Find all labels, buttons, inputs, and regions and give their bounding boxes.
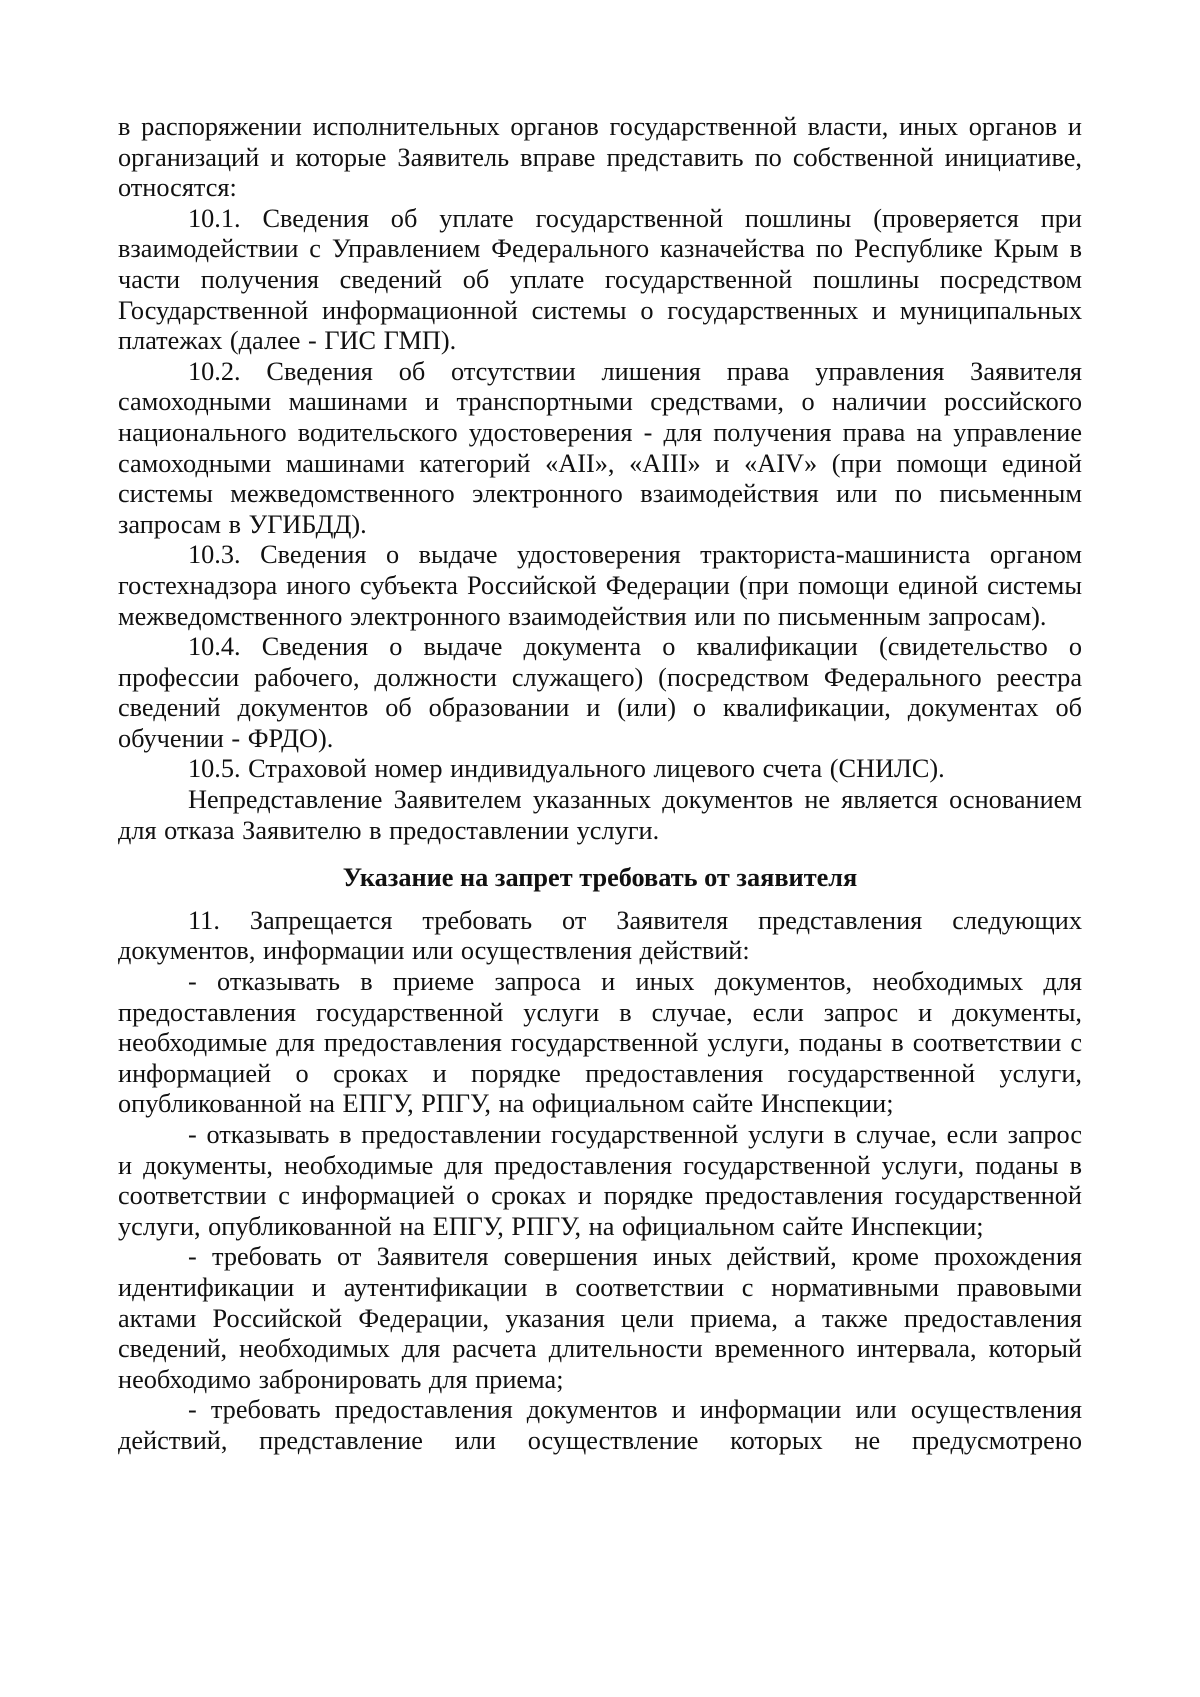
paragraph-10-5: 10.5. Страховой номер индивидуального лицевого счета (СНИЛС). [188, 754, 945, 784]
paragraph-10-1: 10.1. Сведения об уплате государственной пошлины (проверяется при взаимодействии с Управлением Федерального казначейства по Республике Крым в части получения сведений об уплате государственной пошлины посредством Государственной информационной системы о государственных и муниципальных платежах (далее - ГИС ГМП). [118, 203, 1082, 356]
list-item-refuse-acceptance: - отказывать в приеме запроса и иных документов, необходимых для предоставления государственной услуги в случае, если запрос и документы, необходимые для предоставления государственной услуги, поданы в соответствии с информацией о сроках и порядке предоставления государственной услуги, опубликованной на ЕПГУ, РПГУ, на официальном сайте Инспекции; [118, 967, 1082, 1119]
paragraph-10-4: 10.4. Сведения о выдаче документа о квалификации (свидетельство о профессии рабочего, должности служащего) (посредством Федерального реестра сведений документов об образовании и (или) о квалификации, документах об обучении - ФРДО). [118, 632, 1082, 753]
paragraph-10-2: 10.2. Сведения об отсутствии лишения права управления Заявителя самоходными машинами и транспортными средствами, о наличии российского национального водительского удостоверения - для получения права на управление самоходными машинами категорий «AII», «AIII» и «AIV» (при помощи единой системы межведомственного электронного взаимодействия или по письменным запросам в УГИБДД). [118, 356, 1082, 539]
paragraph-non-submission: Непредставление Заявителем указанных документов не является основанием для отказа Заявителю в предоставлении услуги. [118, 785, 1082, 845]
list-item-require-documents: - требовать предоставления документов и информации или осуществления действий, представление или осуществление которых не предусмотрено [118, 1395, 1082, 1455]
section-heading: Указание на запрет требовать от заявителя [342, 863, 858, 893]
document-page [118, 112, 1082, 1457]
paragraph-continuation: в распоряжении исполнительных органов государственной власти, иных органов и организаций и которые Заявитель вправе представить по собственной инициативе, относятся: [118, 112, 1082, 203]
list-item-other-actions: - требовать от Заявителя совершения иных действий, кроме прохождения идентификации и аутентификации в соответствии с нормативными правовыми актами Российской Федерации, указания цели приема, а также предоставления сведений, необходимых для расчета длительности временного интервала, который необходимо забронировать для приема; [118, 1242, 1082, 1394]
paragraph-11: 11. Запрещается требовать от Заявителя представления следующих документов, информации или осуществления действий: [118, 905, 1082, 966]
paragraph-10-3: 10.3. Сведения о выдаче удостоверения тракториста-машиниста органом гостехнадзора иного субъекта Российской Федерации (при помощи единой системы межведомственного электронного взаимодействия или по письменным запросам). [118, 540, 1082, 631]
list-item-refuse-provision: - отказывать в предоставлении государственной услуги в случае, если запрос и документы, необходимые для предоставления государственной услуги, поданы в соответствии с информацией о сроках и порядке предоставления государственной услуги, опубликованной на ЕПГУ, РПГУ, на официальном сайте Инспекции; [118, 1120, 1082, 1241]
